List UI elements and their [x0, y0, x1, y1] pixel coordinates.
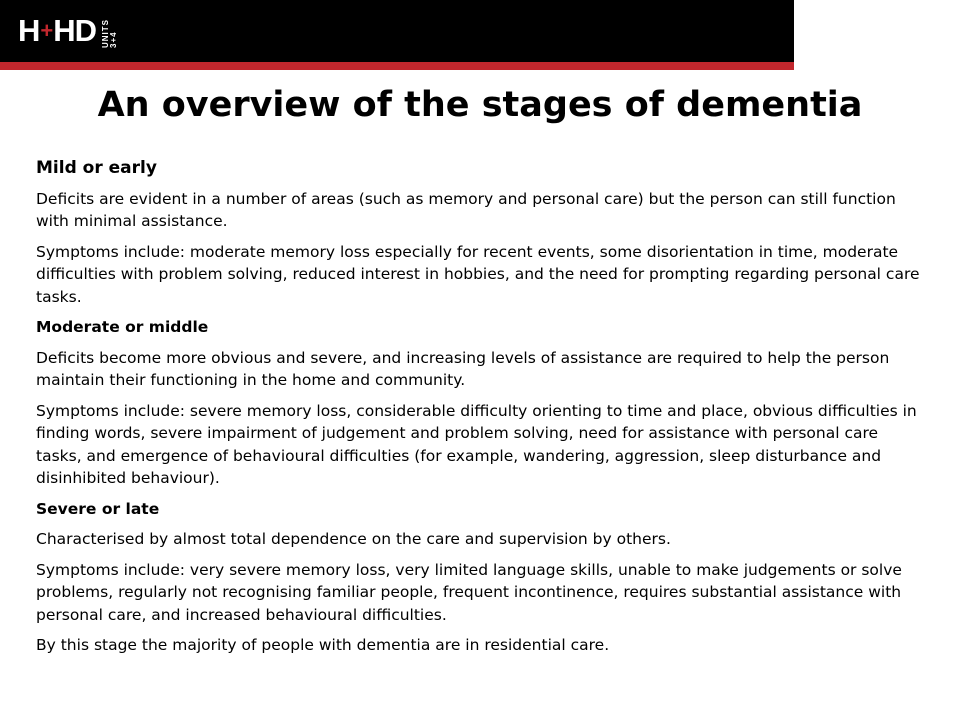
stage-heading-mild: Mild or early	[36, 158, 157, 178]
stage-severe-symptoms: Symptoms include: very severe memory loss, very limited language skills, unable to make judgements or solve problems, regularly not recognising familiar people, frequent incontinence, requires substantial assistance with personal care, and increased behavioural difficulties.	[36, 560, 902, 624]
stage-severe-residential-care: By this stage the majority of people with dementia are in residential care.	[36, 636, 610, 654]
stage-mild-symptoms: Symptoms include: moderate memory loss especially for recent events, some disorientation in time, moderate difficulties with problem solving, reduced interest in hobbies, and the need for prompting regarding personal care tasks.	[36, 242, 920, 306]
logo-units-label: UNITS 3+4	[101, 19, 119, 48]
header-bar	[0, 0, 794, 62]
slide-title: An overview of the stages of dementia	[97, 85, 863, 125]
logo-text-h: H	[18, 13, 40, 48]
stage-heading-moderate: Moderate or middle	[36, 318, 209, 336]
stage-mild-description: Deficits are evident in a number of areas (such as memory and personal care) but the person can still function with minimal assistance.	[36, 189, 896, 230]
hhd-logo	[18, 14, 118, 48]
slide-content	[36, 157, 922, 665]
logo-plus-icon: +	[40, 18, 53, 43]
header-accent-strip	[0, 62, 794, 70]
stage-heading-severe: Severe or late	[36, 499, 160, 518]
stage-severe-description: Characterised by almost total dependence on the care and supervision by others.	[36, 530, 671, 548]
stage-moderate-description: Deficits become more obvious and severe, and increasing levels of assistance are required to help the person maintain their functioning in the home and community.	[36, 348, 890, 389]
logo-text-hd: HD	[53, 13, 97, 48]
stage-moderate-symptoms: Symptoms include: severe memory loss, considerable difficulty orienting to time and place, obvious difficulties in finding words, severe impairment of judgement and problem solving, need for assistance with personal care tasks, and emergence of behavioural difficulties (for example, wandering, aggression, sleep disturbance and disinhibited behaviour).	[36, 401, 917, 487]
